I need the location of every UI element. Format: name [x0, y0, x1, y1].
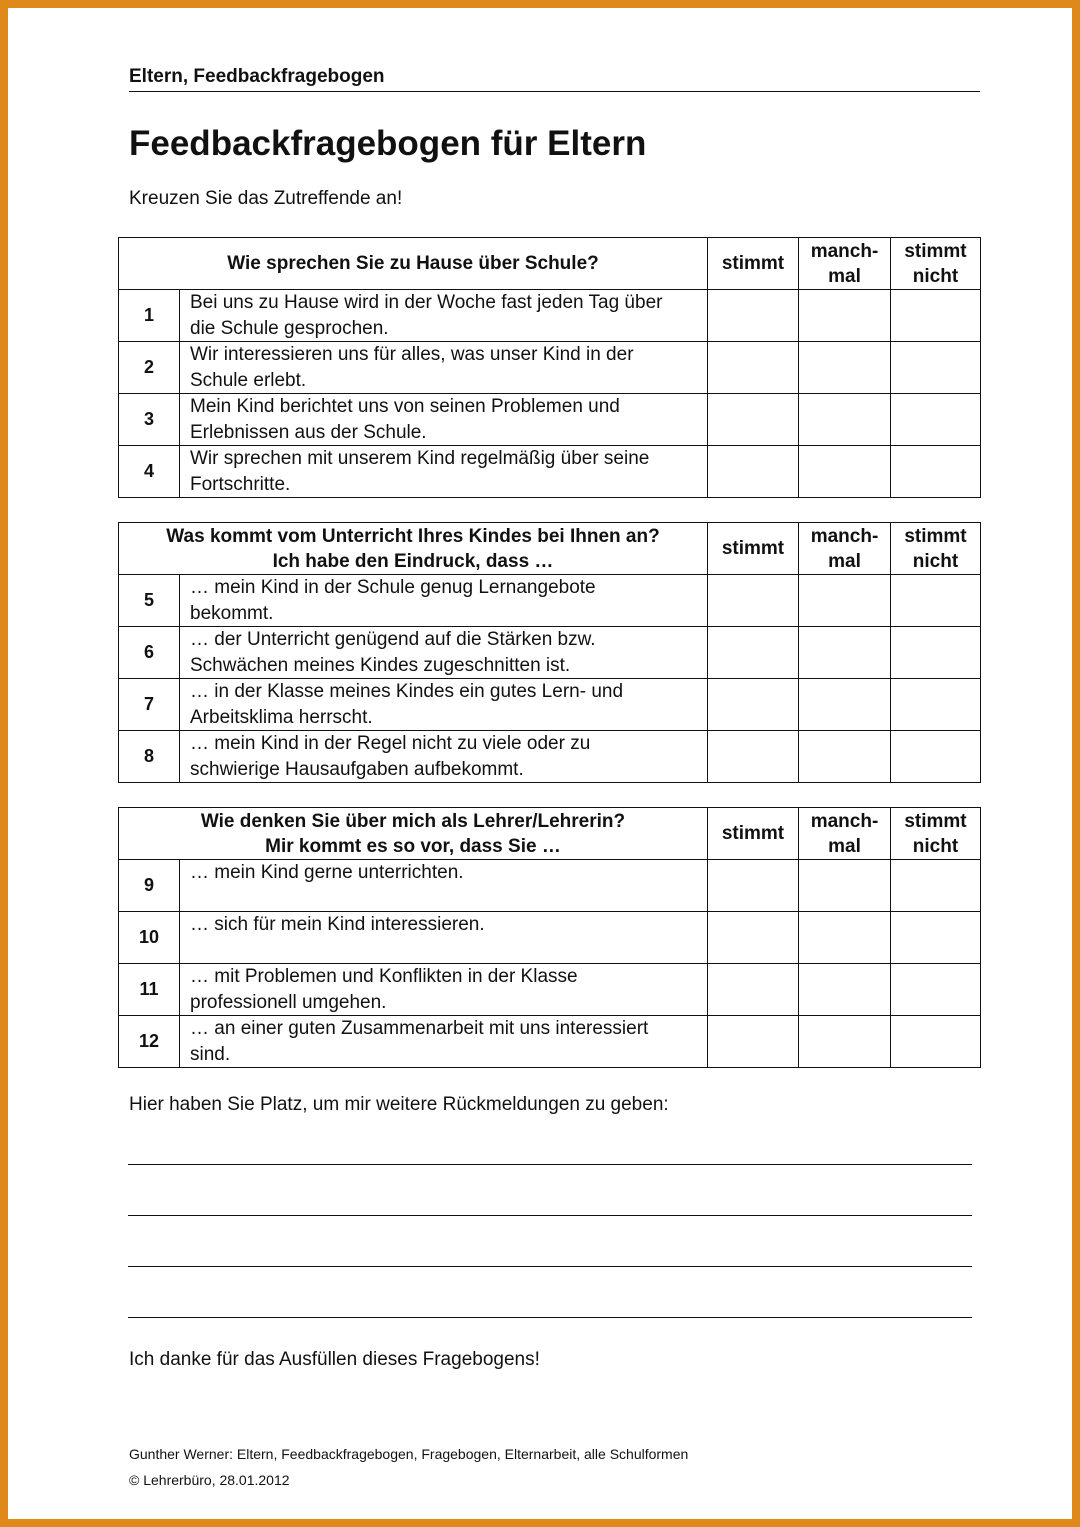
checkbox-stimmt[interactable] [708, 627, 799, 679]
checkbox-stimmt-nicht[interactable] [891, 342, 981, 394]
checkbox-stimmt[interactable] [708, 679, 799, 731]
table-row [119, 290, 981, 342]
column-header-stimmt-nicht [891, 238, 981, 290]
item-statement-line2: professionell umgehen. [190, 991, 387, 1013]
column-header-manchmal-line1: manch- [810, 525, 879, 547]
item-statement [180, 912, 708, 964]
item-number: 8 [119, 731, 180, 783]
column-header-stimmt-nicht-line1: stimmt [904, 525, 967, 547]
item-statement-line1: … der Unterricht genügend auf die Stärken bzw. [190, 629, 596, 650]
column-header-stimmt-nicht [891, 523, 981, 575]
table-row [119, 964, 981, 1016]
item-statement-line1: … an einer guten Zusammenarbeit mit uns interessiert [190, 1018, 649, 1039]
checkbox-stimmt-nicht[interactable] [891, 290, 981, 342]
item-statement-line1: … in der Klasse meines Kindes ein gutes Lern- und [190, 681, 624, 702]
worksheet-page [8, 8, 1072, 1519]
section-heading-line1: Wie denken Sie über mich als Lehrer/Lehrerin? [200, 810, 626, 832]
table-row [119, 679, 981, 731]
item-number: 12 [119, 1016, 180, 1068]
item-statement [180, 1016, 708, 1068]
item-number: 2 [119, 342, 180, 394]
column-header-manchmal [799, 238, 891, 290]
item-statement [180, 679, 708, 731]
column-header-manchmal-line2: mal [828, 550, 861, 572]
column-header-stimmt-nicht-line1: stimmt [904, 810, 967, 832]
checkbox-manchmal[interactable] [799, 342, 891, 394]
item-number: 7 [119, 679, 180, 731]
item-number: 4 [119, 446, 180, 498]
checkbox-stimmt[interactable] [708, 860, 799, 912]
item-statement-line2: Erlebnissen aus der Schule. [190, 421, 427, 443]
checkbox-stimmt[interactable] [708, 394, 799, 446]
item-statement [180, 627, 708, 679]
checkbox-stimmt[interactable] [708, 342, 799, 394]
table-row [119, 342, 981, 394]
table-row [119, 860, 981, 912]
item-number: 10 [119, 912, 180, 964]
checkbox-manchmal[interactable] [799, 394, 891, 446]
checkbox-stimmt[interactable] [708, 912, 799, 964]
item-number: 1 [119, 290, 180, 342]
item-statement-line2: sind. [190, 1043, 231, 1065]
item-statement-line1: Bei uns zu Hause wird in der Woche fast jeden Tag über [190, 292, 663, 313]
column-header-stimmt: stimmt [708, 523, 799, 575]
page-title: Feedbackfragebogen für Eltern [129, 124, 647, 163]
checkbox-stimmt[interactable] [708, 446, 799, 498]
checkbox-stimmt-nicht[interactable] [891, 627, 981, 679]
checkbox-stimmt[interactable] [708, 964, 799, 1016]
item-statement-line2: schwierige Hausaufgaben aufbekommt. [190, 758, 524, 780]
item-statement [180, 290, 708, 342]
question-table-3 [118, 807, 981, 1068]
feedback-write-line[interactable] [128, 1215, 972, 1216]
section-heading-line1: Was kommt vom Unterricht Ihres Kindes bei Ihnen an? [166, 525, 660, 547]
item-statement [180, 575, 708, 627]
checkbox-manchmal[interactable] [799, 1016, 891, 1068]
column-header-manchmal [799, 523, 891, 575]
checkbox-stimmt[interactable] [708, 575, 799, 627]
checkbox-manchmal[interactable] [799, 964, 891, 1016]
running-header: Eltern, Feedbackfragebogen [129, 66, 980, 92]
checkbox-stimmt-nicht[interactable] [891, 446, 981, 498]
section-heading [119, 238, 708, 290]
checkbox-manchmal[interactable] [799, 912, 891, 964]
column-header-stimmt-nicht-line1: stimmt [904, 240, 967, 262]
table-row [119, 446, 981, 498]
feedback-prompt: Hier haben Sie Platz, um mir weitere Rückmeldungen zu geben: [129, 1094, 669, 1115]
checkbox-stimmt-nicht[interactable] [891, 679, 981, 731]
item-statement-line1: … mein Kind in der Schule genug Lernangebote [190, 577, 596, 598]
item-statement-line2: Schwächen meines Kindes zugeschnitten ist. [190, 654, 571, 676]
feedback-write-line[interactable] [128, 1266, 972, 1267]
column-header-manchmal-line1: manch- [810, 810, 879, 832]
item-number: 6 [119, 627, 180, 679]
checkbox-stimmt-nicht[interactable] [891, 860, 981, 912]
checkbox-manchmal[interactable] [799, 860, 891, 912]
table-row [119, 912, 981, 964]
checkbox-manchmal[interactable] [799, 627, 891, 679]
checkbox-stimmt-nicht[interactable] [891, 394, 981, 446]
item-statement-line1: … mein Kind gerne unterrichten. [190, 862, 464, 883]
item-number: 9 [119, 860, 180, 912]
checkbox-stimmt-nicht[interactable] [891, 575, 981, 627]
checkbox-manchmal[interactable] [799, 575, 891, 627]
thanks-text: Ich danke für das Ausfüllen dieses Fragebogens! [129, 1349, 540, 1370]
item-statement-line1: … mein Kind in der Regel nicht zu viele oder zu [190, 733, 591, 754]
footer-citation: Gunther Werner: Eltern, Feedbackfragebogen, Fragebogen, Elternarbeit, alle Schulformen [129, 1446, 689, 1462]
section-heading-line2: Ich habe den Eindruck, dass … [272, 550, 554, 572]
item-statement-line1: Wir interessieren uns für alles, was unser Kind in der [190, 344, 634, 365]
column-header-manchmal-line1: manch- [810, 240, 879, 262]
table-row [119, 1016, 981, 1068]
checkbox-manchmal[interactable] [799, 290, 891, 342]
item-statement-line2: bekommt. [190, 602, 274, 624]
item-statement [180, 394, 708, 446]
item-statement [180, 446, 708, 498]
checkbox-stimmt-nicht[interactable] [891, 912, 981, 964]
question-table-1 [118, 237, 981, 498]
column-header-stimmt-nicht-line2: nicht [912, 265, 959, 287]
item-statement-line1: Wir sprechen mit unserem Kind regelmäßig über seine [190, 448, 650, 469]
item-number: 3 [119, 394, 180, 446]
feedback-write-line[interactable] [128, 1164, 972, 1165]
checkbox-stimmt[interactable] [708, 1016, 799, 1068]
item-statement [180, 731, 708, 783]
item-statement [180, 342, 708, 394]
column-header-stimmt-nicht-line2: nicht [912, 835, 959, 857]
checkbox-stimmt-nicht[interactable] [891, 964, 981, 1016]
table-row [119, 731, 981, 783]
table-header-row [119, 523, 981, 575]
item-statement-line2: Arbeitsklima herrscht. [190, 706, 373, 728]
section-heading-line1: Wie sprechen Sie zu Hause über Schule? [227, 253, 599, 274]
checkbox-manchmal[interactable] [799, 446, 891, 498]
checkbox-stimmt[interactable] [708, 290, 799, 342]
footer-copyright: © Lehrerbüro, 28.01.2012 [129, 1472, 290, 1488]
column-header-stimmt-nicht [891, 808, 981, 860]
checkbox-stimmt[interactable] [708, 731, 799, 783]
item-statement-line2: Fortschritte. [190, 473, 291, 495]
item-number: 11 [119, 964, 180, 1016]
column-header-manchmal-line2: mal [828, 265, 861, 287]
item-statement [180, 964, 708, 1016]
item-statement-line1: … sich für mein Kind interessieren. [190, 914, 485, 935]
checkbox-manchmal[interactable] [799, 679, 891, 731]
item-statement-line1: Mein Kind berichtet uns von seinen Problemen und [190, 396, 620, 417]
instruction-text: Kreuzen Sie das Zutreffende an! [129, 188, 403, 209]
section-heading [119, 523, 708, 575]
checkbox-stimmt-nicht[interactable] [891, 1016, 981, 1068]
section-heading [119, 808, 708, 860]
column-header-manchmal [799, 808, 891, 860]
item-statement-line2: die Schule gesprochen. [190, 317, 389, 339]
table-row [119, 575, 981, 627]
column-header-manchmal-line2: mal [828, 835, 861, 857]
feedback-write-line[interactable] [128, 1317, 972, 1318]
item-statement-line1: … mit Problemen und Konflikten in der Klasse [190, 966, 578, 987]
item-statement-line2: Schule erlebt. [190, 369, 307, 391]
table-row [119, 394, 981, 446]
section-heading-line2: Mir kommt es so vor, dass Sie … [265, 835, 561, 857]
column-header-stimmt-nicht-line2: nicht [912, 550, 959, 572]
column-header-stimmt: stimmt [708, 238, 799, 290]
item-statement [180, 860, 708, 912]
question-table-2 [118, 522, 981, 783]
table-header-row [119, 808, 981, 860]
checkbox-stimmt-nicht[interactable] [891, 731, 981, 783]
table-header-row [119, 238, 981, 290]
item-number: 5 [119, 575, 180, 627]
table-row [119, 627, 981, 679]
checkbox-manchmal[interactable] [799, 731, 891, 783]
column-header-stimmt: stimmt [708, 808, 799, 860]
